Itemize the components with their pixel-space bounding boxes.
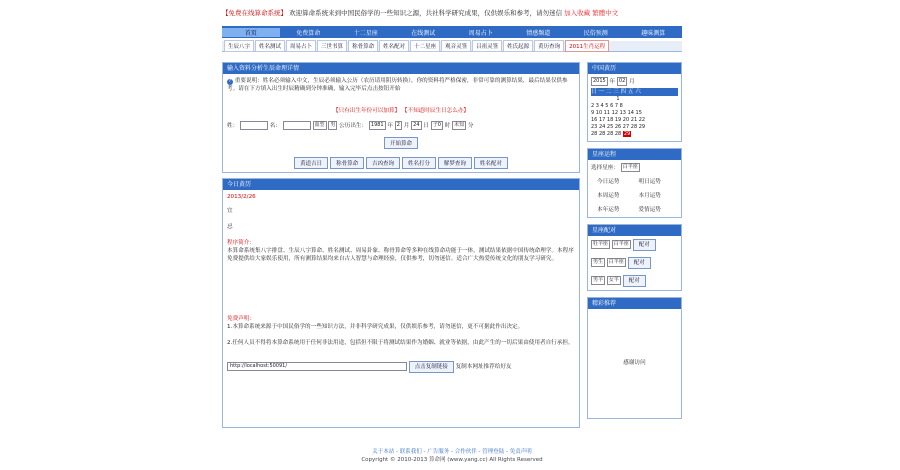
url-field[interactable]: http://localhost:50091/ [227, 362, 407, 371]
subnav-item[interactable]: 生辰八字 [224, 40, 254, 52]
hour-suffix: 时 [444, 123, 451, 129]
cal-year-suffix: 年 [609, 79, 616, 85]
match-select-b[interactable]: 女羊 [608, 277, 619, 283]
match-panel [587, 224, 682, 291]
minute-suffix: 分 [467, 123, 474, 129]
horoscope-select-label: 选择星座： [591, 165, 619, 171]
tool-button[interactable]: 吉凶查询 [366, 157, 400, 169]
subnav-item[interactable]: 吕祖灵签 [472, 40, 502, 52]
surname-input[interactable] [240, 121, 268, 130]
footer-copyright: Copyright © 2010-2013 算命网 (www.yang.cc) All Rights Reserved [361, 457, 543, 463]
top-banner [222, 8, 682, 21]
links-item[interactable]: 感谢访问 [623, 360, 646, 366]
start-fortune-button[interactable]: 开始算命 [384, 137, 418, 149]
horoscope-item[interactable]: 本周运势 [597, 193, 620, 199]
footer [222, 448, 682, 464]
cal-row[interactable]: 23 24 25 26 27 28 29 [591, 124, 646, 130]
horoscope-panel [587, 148, 682, 218]
cal-row[interactable]: 16 17 18 19 20 21 22 [591, 117, 646, 123]
banner-text: 欢迎算命系统来到中国民俗学的一些知识之源，共社科学研究成果，仅供娱乐和参考，请勿迷信 [289, 9, 563, 17]
links-title: 精彩推荐 [588, 298, 681, 309]
match-select-a[interactable]: 男羊 [593, 277, 604, 283]
horoscope-item[interactable]: 明日运势 [638, 179, 661, 185]
month-select[interactable]: 2 [396, 122, 400, 128]
cal-row[interactable]: 28 28 28 28 [591, 131, 622, 137]
sub-nav [222, 41, 682, 52]
subnav-item[interactable]: 姓氏起源 [503, 40, 533, 52]
horoscope-title: 星座运程 [588, 149, 681, 160]
nav-fun[interactable]: 趣味测算 [641, 29, 666, 37]
nav-free-fortune[interactable]: 免费算命 [296, 29, 321, 37]
nav-home[interactable]: 首页 [222, 28, 280, 37]
hint-link-time[interactable]: 【不知道时辰生日怎么办】 [401, 108, 470, 114]
cal-today[interactable]: 29 [623, 131, 631, 137]
subnav-item[interactable]: 十二星座 [410, 40, 440, 52]
hint-link-year[interactable]: 【只有出生年份可以加算】 [332, 108, 401, 114]
name-label: 名： [269, 123, 281, 129]
links-panel [587, 297, 682, 419]
calendar-label: 公历出生： [339, 123, 368, 129]
subnav-item[interactable]: 称骨算命 [348, 40, 378, 52]
subnav-item[interactable]: 三世书算 [317, 40, 347, 52]
yi-label: 宜 [227, 208, 233, 214]
subnav-item[interactable]: 姓名测试 [255, 40, 285, 52]
notice-1: 1.本算命系统来源于中国民俗学的一些知识方法，并非科学研究成果，仅供娱乐参考，请勿迷信，更不可据此作出决定。 [227, 324, 524, 330]
match-select-a[interactable]: 男生 [593, 259, 604, 265]
surname-label: 姓： [227, 123, 239, 129]
cal-row[interactable]: 2 3 4 5 6 7 8 [591, 103, 623, 109]
day-suffix: 日 [423, 123, 429, 129]
birth-form-panel [222, 62, 580, 173]
day-select[interactable]: 24 [413, 122, 420, 128]
nav-divination[interactable]: 周易占卜 [468, 29, 493, 37]
horoscope-item[interactable]: 本月运势 [638, 193, 661, 199]
tool-button[interactable]: 姓名配对 [474, 157, 508, 169]
tool-button[interactable]: 称骨算命 [330, 157, 364, 169]
calendar-title: 中国黄历 [588, 63, 681, 74]
subnav-item[interactable]: 观音灵签 [441, 40, 471, 52]
horoscope-item[interactable]: 爱情运势 [638, 207, 661, 213]
today-title: 今日黄历 [223, 179, 579, 190]
cal-year-select[interactable]: 2015 [593, 78, 606, 84]
today-panel [222, 178, 580, 428]
horoscope-item[interactable]: 今日运势 [597, 179, 620, 185]
form-intro: 重要说明：姓名必须输入中文，生辰必须输入公历（农历请用阴历转换），你的资料将严格保密，非常可靠的测算结果，最后结果仅供参考。请在下方填入出生时辰精确到分钟准确，输入完毕后点击按钮开始 [227, 78, 568, 92]
site-brand[interactable]: 【免费在线算命系统】 [222, 9, 287, 17]
match-button[interactable]: 配对 [628, 257, 651, 269]
nav-folk[interactable]: 民俗预测 [583, 29, 608, 37]
calendar-panel [587, 62, 682, 142]
cal-month-suffix: 月 [629, 79, 635, 85]
side-column [587, 62, 682, 425]
ji-label: 忌 [227, 224, 233, 230]
subnav-item[interactable]: 周易占卜 [286, 40, 316, 52]
gender-select[interactable]: 男 [330, 122, 336, 128]
copy-url-button[interactable]: 点击复制链接 [409, 361, 454, 373]
subnav-item-hot[interactable]: 2011生肖运程 [565, 40, 609, 52]
notice-title: 免费声明： [227, 316, 255, 322]
match-button[interactable]: 配对 [623, 275, 646, 287]
match-button[interactable]: 配对 [633, 239, 656, 251]
hour-select[interactable]: 子0 [432, 122, 441, 128]
nav-online-test[interactable]: 在线测试 [411, 29, 436, 37]
name-input[interactable] [283, 121, 311, 130]
cal-row[interactable]: 1 [591, 96, 620, 102]
blood-select[interactable]: 血型 [314, 122, 325, 128]
notice-2: 2.任何人员不得将本算命系统用于任何非法用途，包括但不限于将测试结果作为婚姻、就业等依据，由此产生的一切后果由使用者自行承担。 [227, 340, 574, 346]
cal-row[interactable]: 9 10 11 12 13 14 15 [591, 110, 642, 116]
match-title: 星座配对 [588, 225, 681, 236]
year-suffix: 年 [387, 123, 394, 129]
match-select-b[interactable]: 白羊座 [613, 241, 629, 247]
subnav-item[interactable]: 黄历查询 [534, 40, 564, 52]
url-tail: 复制本网址推荐给好友 [455, 364, 512, 370]
main-column [222, 62, 580, 428]
subnav-item[interactable]: 姓名配对 [379, 40, 409, 52]
nav-zodiac[interactable]: 十二星座 [353, 29, 378, 37]
month-suffix: 月 [403, 123, 410, 129]
info-icon: ? [228, 79, 232, 84]
tool-button[interactable]: 黄道吉日 [294, 157, 328, 169]
today-date: 2013/2/26 [227, 194, 256, 200]
nav-emotion[interactable]: 情感频道 [526, 29, 551, 37]
tool-button[interactable]: 姓名打分 [402, 157, 436, 169]
minute-select[interactable]: 未知 [454, 122, 465, 128]
form-title: 输入资料分析生辰命理详情 [223, 63, 579, 74]
cal-month-select[interactable]: 02 [618, 78, 626, 84]
match-select-b[interactable]: 白羊座 [608, 259, 624, 265]
horoscope-item[interactable]: 本年运势 [597, 207, 620, 213]
cal-week-head: 日 一 二 三 四 五 六 [591, 88, 678, 96]
footer-links[interactable]: 关于本站 - 联系我们 - 广告服务 - 合作伙伴 - 管理登陆 - 免责声明 [372, 449, 532, 455]
intro-title: 程序简介： [227, 240, 255, 246]
main-nav [222, 26, 682, 38]
year-select[interactable]: 1981 [370, 122, 384, 128]
match-select-a[interactable]: 牡羊座 [593, 241, 609, 247]
horoscope-select[interactable]: 白羊座 [622, 164, 638, 170]
tool-button[interactable]: 解梦查询 [438, 157, 472, 169]
bookmark-link[interactable]: 加入收藏 繁體中文 [564, 9, 619, 17]
intro-text: 本算命系统集八字排盘、生辰八字算命、姓名测试、周易卦象、称骨算命等多种在线算命功能于一体，测试结果依据中国传统命理学。本程序免费提供给大家娱乐使用，所有测算结果均来自古人智慧与命理经验，仅供参考，切勿迷信。适合广大热爱传统文化的朋友学习研究。 [227, 248, 574, 262]
